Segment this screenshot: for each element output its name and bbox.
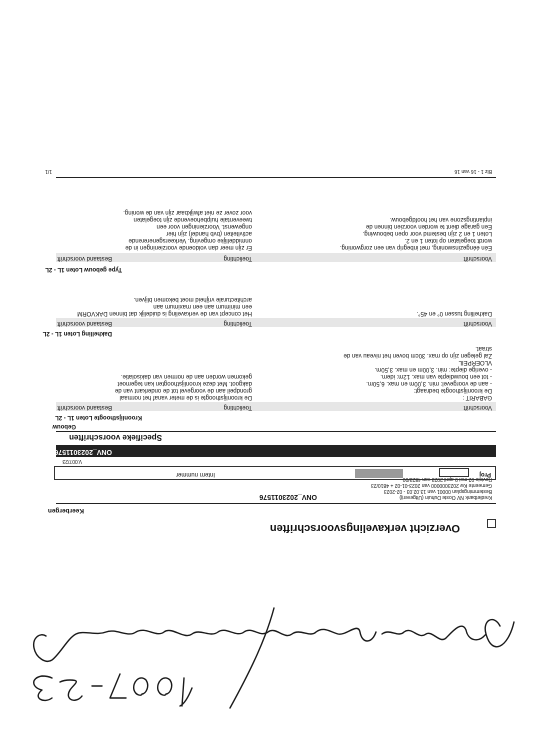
block1-col-right: Voorschrift <box>463 404 492 410</box>
handwritten-signature <box>2 598 522 718</box>
meta-row <box>54 466 496 480</box>
block2-label: Bestaand voorschrift <box>57 320 112 326</box>
block1-label: Bestaand voorschrift <box>57 404 112 410</box>
footer-page-index: 1/1 <box>45 168 52 174</box>
document-title: Overzicht verkavelingsvoorschriften <box>269 522 460 534</box>
municipality-label: Keerbergen <box>47 507 84 514</box>
block3-col-mid: Toelichting <box>223 255 252 261</box>
section-heading: Specifieke voorschriften <box>69 433 162 442</box>
block3-subheading: Type gebouw Loten 1L - 2L <box>45 266 122 272</box>
section-rule <box>56 431 496 432</box>
block2-col-mid: Toelichting <box>223 320 252 326</box>
lot-heading: Kroonlijsthoogte Loten 1L - 2L <box>55 414 142 420</box>
block3-toelichting: Er zijn meer dan voldoende voorzieningen in de onmiddellijke omgeving. Verkeersgenererende activiteiten (bvb handel) zijn hier ongewenst. Voorzieningen voor een tweeventale hulpbehoevende zijn toegelaten voor zover ze niet afwijkbaar zijn van de woning. <box>123 209 252 250</box>
block1-header <box>56 402 496 411</box>
block2-header <box>56 318 496 327</box>
block2-toelichting: Het concept van de verkaveling is duidelijk dat binnen DAKVORM een minimum aan een maximum aan architecturale vrijheid moet bekomen blijven. <box>77 296 252 316</box>
reference-bar <box>56 445 496 457</box>
block2-voorschrift: Dakhelling tussen 0° en 45°. <box>416 310 492 316</box>
company-block: Kredietbank NV Ooste Duhuin (Uitgeverij) Bestemmingsplan 00001 van 13.02.03 - 02-2023 Gemeente Kw 2023000000 van 2023-01-02 + 4810/23 Revisie 02 mei 9 april 2023 van 4823/00 <box>370 476 492 500</box>
meta-proj: Proj <box>479 471 491 477</box>
block3-col-right: Voorschrift <box>463 255 492 261</box>
reference-bar-text: ONV_2023011576 <box>54 448 112 455</box>
handwriting-drawing <box>2 598 522 718</box>
block2-subheading: Dakhelling Loten 1L - 2L <box>42 330 112 336</box>
block1-toelichting: De kroonlijsthoogte is de meter vanaf het normaal grondpeil aan de voorgevel tot de onderkant van de dakgoot. Met deze kroonlijsthoogten kan tegemoet gekomen worden aan de normen van dakisolatie. <box>114 373 252 400</box>
footer-page-count: Blz 1 - 16 van 16 <box>454 168 492 174</box>
block1-voorschrift: GABARIT : De kroonlijsthoogte bedraagt: - aan de voorgevel: min. 3,00m en max. 6,50m. - tot een bouwdiepte van max. 12m: idem. - overige diepte: min. 3,00m en max. 3,50m. VLOERPEIL Zal gelegen zijn op max. 30cm boven het niveau van de straat. <box>343 345 492 400</box>
document-checkbox-icon <box>487 519 496 528</box>
block3-header <box>56 253 496 262</box>
block3-label: Bestaand voorschrift <box>57 255 112 261</box>
meta-stamp <box>355 469 403 478</box>
subsection-heading: Gebouw <box>52 423 76 429</box>
block1-col-mid: Toelichting <box>223 404 252 410</box>
meta-intern: Intern nummer <box>175 471 215 477</box>
header-rule <box>56 503 496 504</box>
footer-rule <box>56 177 496 178</box>
block2-col-right: Voorschrift <box>463 320 492 326</box>
meta-box <box>439 468 469 477</box>
reference-number: ONV_2023011576 <box>259 493 317 500</box>
block3-voorschrift: Eén ééngezinswoning, met inbegrip van een zorgwoning. wordt toegelaten op loten 1 en 2. Loten 1 en 2 zijn bestemd voor open bebouwing. Een garage dient te worden voorzien binnen de inplantingszone van het hoofdgebouw. <box>339 216 492 250</box>
version-number: V.007/23 <box>62 458 82 464</box>
